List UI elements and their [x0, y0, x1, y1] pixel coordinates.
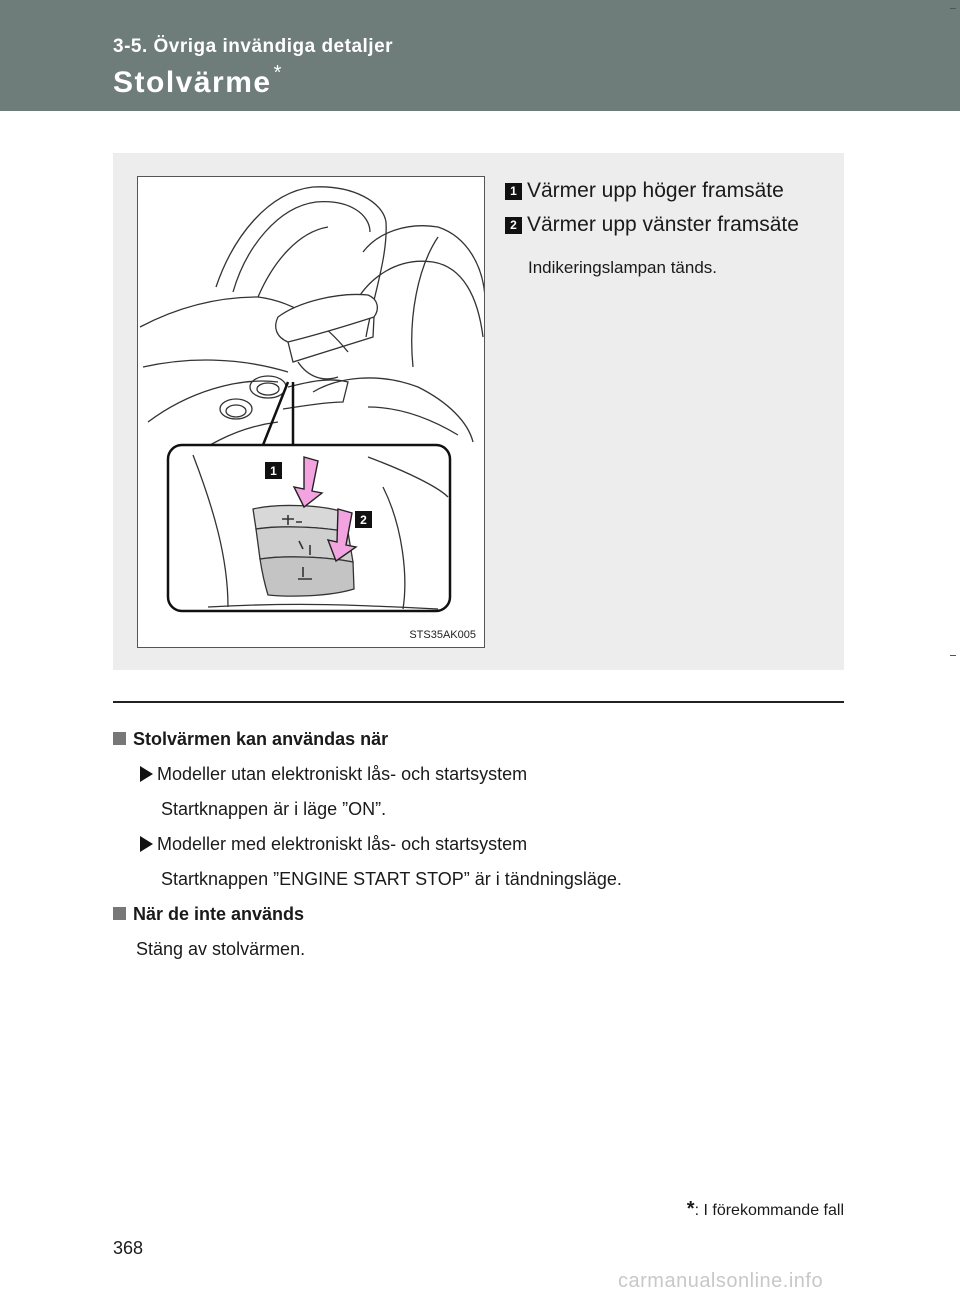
asterisk-icon: * — [686, 1198, 695, 1220]
armrest — [276, 294, 378, 342]
heading-text: När de inte används — [133, 904, 305, 924]
watermark: carmanualsonline.info — [618, 1270, 824, 1292]
paragraph: Stäng av stolvärmen. — [136, 939, 306, 959]
figure-code: STS35AK005 — [409, 629, 476, 641]
seat-heater-illustration — [138, 177, 485, 648]
crop-mark — [950, 655, 956, 656]
footnote-text: : I förekommande fall — [694, 1202, 844, 1219]
page-number: 368 — [113, 1238, 144, 1258]
footnote — [687, 1198, 844, 1221]
page-title — [113, 62, 283, 100]
number-badge: 1 — [505, 183, 522, 200]
triangle-bullet-icon — [140, 836, 153, 852]
indicator-note: Indikeringslampan tänds. — [528, 258, 718, 277]
callout-label-1: 1 — [270, 464, 277, 478]
legend-item-2 — [505, 213, 799, 237]
seat-heater-switch-left — [260, 557, 354, 596]
section-label: 3-5. Övriga invändiga detaljer — [113, 36, 394, 57]
heading-text: Stolvärmen kan användas när — [133, 729, 389, 749]
seat-heater-figure — [137, 176, 485, 648]
heading-when-usable — [113, 729, 388, 750]
triangle-bullet-icon — [140, 766, 153, 782]
cup-holder — [220, 399, 252, 419]
bullet-item — [140, 764, 527, 785]
callout-label-2: 2 — [360, 513, 367, 527]
legend-item-1 — [505, 179, 784, 203]
crop-mark — [950, 8, 956, 9]
divider — [113, 701, 844, 703]
page-header — [0, 0, 960, 111]
title-text: Stolvärme — [113, 66, 272, 99]
legend-text: Värmer upp höger framsäte — [527, 179, 784, 202]
bullet-text: Modeller utan elektroniskt lås- och startsystem — [157, 764, 528, 784]
square-bullet-icon — [113, 907, 126, 920]
square-bullet-icon — [113, 732, 126, 745]
heading-when-not-used — [113, 904, 304, 925]
number-badge: 2 — [505, 217, 522, 234]
legend-text: Värmer upp vänster framsäte — [527, 213, 799, 236]
bullet-detail: Startknappen ”ENGINE START STOP” är i tändningsläge. — [161, 869, 622, 889]
title-asterisk: * — [273, 62, 283, 84]
bullet-text: Modeller med elektroniskt lås- och startsystem — [157, 834, 528, 854]
bullet-detail: Startknappen är i läge ”ON”. — [161, 799, 387, 819]
bullet-item — [140, 834, 527, 855]
